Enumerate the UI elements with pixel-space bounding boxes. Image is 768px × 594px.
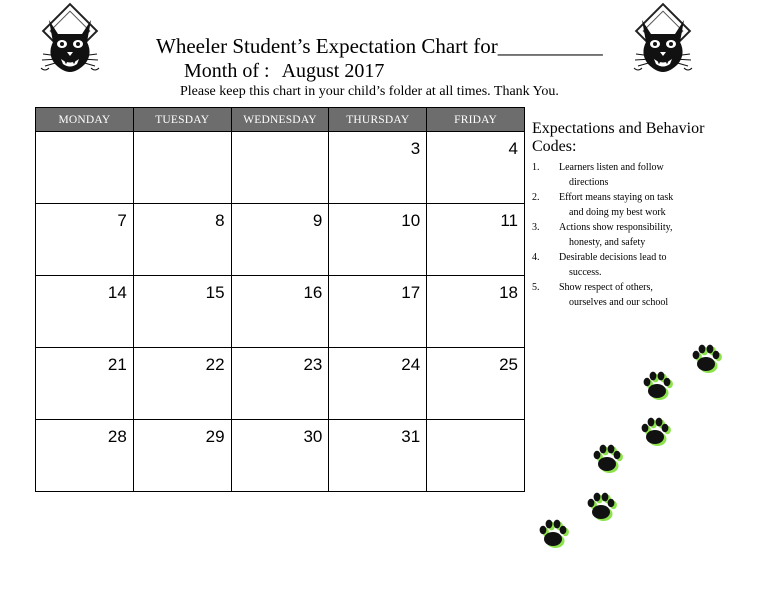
- folder-note: Please keep this chart in your child’s folder at all times. Thank You.: [180, 84, 559, 99]
- paw-print-icon: [586, 491, 620, 523]
- calendar-day-cell: [231, 276, 329, 348]
- day-header: TUESDAY: [133, 108, 231, 132]
- item-text: and doing my best work: [569, 207, 666, 218]
- item-text: Show respect of others,: [559, 282, 653, 293]
- calendar-day-cell: [329, 348, 427, 420]
- item-text: Actions show responsibility,: [559, 222, 673, 233]
- expectations-heading: [532, 120, 752, 156]
- expectations-panel: [532, 120, 752, 310]
- item-text: Desirable decisions lead to: [559, 252, 667, 263]
- item-number: 5.: [532, 282, 540, 293]
- day-number: 23: [303, 355, 323, 374]
- calendar-week-row: [36, 276, 525, 348]
- item-number: 3.: [532, 222, 540, 233]
- day-number: [427, 420, 524, 427]
- calendar-day-cell: [427, 420, 525, 492]
- day-header: FRIDAY: [427, 108, 525, 132]
- calendar-day-cell: [329, 276, 427, 348]
- paw-print-icon: [642, 370, 676, 402]
- day-number: 17: [401, 283, 421, 302]
- page-title: Wheeler Student’s Expectation Chart for__________: [156, 34, 603, 58]
- list-item: [532, 250, 724, 280]
- day-number: 15: [205, 283, 225, 302]
- day-number: 7: [117, 211, 127, 230]
- paw-print-icon: [691, 343, 725, 375]
- item-text: honesty, and safety: [569, 237, 646, 248]
- item-text: ourselves and our school: [569, 297, 669, 308]
- calendar-day-cell: [36, 420, 134, 492]
- expectations-heading-line: Expectations and Behavior: [532, 120, 705, 137]
- day-number: 18: [499, 283, 518, 302]
- day-number: 10: [401, 211, 421, 230]
- calendar-day-cell: [427, 204, 525, 276]
- day-number: 24: [401, 355, 421, 374]
- day-number: 9: [312, 211, 323, 230]
- calendar-week-row: [36, 204, 525, 276]
- day-number: 8: [215, 211, 225, 230]
- day-number: 3: [410, 139, 421, 158]
- list-item: [532, 160, 724, 190]
- calendar-day-cell: [231, 420, 329, 492]
- day-number: 14: [107, 283, 127, 302]
- calendar-week-row: [36, 420, 525, 492]
- day-header: WEDNESDAY: [231, 108, 329, 132]
- list-item: [532, 220, 724, 250]
- calendar-day-cell: [133, 204, 231, 276]
- day-number: [36, 132, 133, 139]
- day-number: 22: [205, 355, 225, 374]
- calendar-day-cell: [427, 132, 525, 204]
- calendar-day-cell: [133, 420, 231, 492]
- day-number: 4: [508, 139, 518, 158]
- calendar-day-cell: [133, 132, 231, 204]
- item-text: success.: [569, 267, 602, 278]
- calendar-day-cell: [231, 132, 329, 204]
- item-text: Learners listen and follow: [559, 162, 664, 173]
- list-item: [532, 280, 724, 310]
- day-number: [232, 132, 329, 139]
- day-header: THURSDAY: [329, 108, 427, 132]
- expectations-heading-line: Codes:: [532, 138, 577, 155]
- paw-print-icon: [538, 518, 572, 550]
- calendar-day-cell: [36, 276, 134, 348]
- day-number: 28: [107, 427, 127, 446]
- calendar-day-cell: [36, 132, 134, 204]
- calendar-day-cell: [427, 348, 525, 420]
- calendar-day-cell: [231, 348, 329, 420]
- calendar-week-row: [36, 132, 525, 204]
- item-number: 4.: [532, 252, 540, 263]
- day-header: MONDAY: [36, 108, 134, 132]
- calendar-day-cell: [133, 348, 231, 420]
- day-number: 31: [401, 427, 421, 446]
- calendar-table: [35, 107, 525, 492]
- day-number: 21: [107, 355, 127, 374]
- month-line: [184, 60, 384, 83]
- calendar-header-row: [36, 108, 525, 132]
- day-number: 11: [500, 211, 518, 230]
- day-number: [134, 132, 231, 139]
- day-number: 25: [499, 355, 518, 374]
- month-label: Month of :: [184, 60, 270, 82]
- calendar-day-cell: [36, 204, 134, 276]
- day-number: 30: [303, 427, 323, 446]
- month-value: August 2017: [281, 60, 385, 82]
- calendar-day-cell: [36, 348, 134, 420]
- item-number: 1.: [532, 162, 540, 173]
- wildcat-mascot-icon: [630, 2, 696, 78]
- list-item: [532, 190, 724, 220]
- wildcat-mascot-icon: [37, 2, 103, 78]
- calendar-day-cell: [231, 204, 329, 276]
- calendar-day-cell: [427, 276, 525, 348]
- item-text: directions: [569, 177, 609, 188]
- calendar-day-cell: [329, 420, 427, 492]
- calendar-week-row: [36, 348, 525, 420]
- calendar-day-cell: [329, 204, 427, 276]
- day-number: 29: [205, 427, 225, 446]
- paw-print-icon: [640, 416, 674, 448]
- paw-print-icon: [592, 443, 626, 475]
- day-number: 16: [303, 283, 323, 302]
- calendar-day-cell: [133, 276, 231, 348]
- item-number: 2.: [532, 192, 540, 203]
- item-text: Effort means staying on task: [559, 192, 674, 203]
- calendar-day-cell: [329, 132, 427, 204]
- expectations-list: [532, 160, 752, 310]
